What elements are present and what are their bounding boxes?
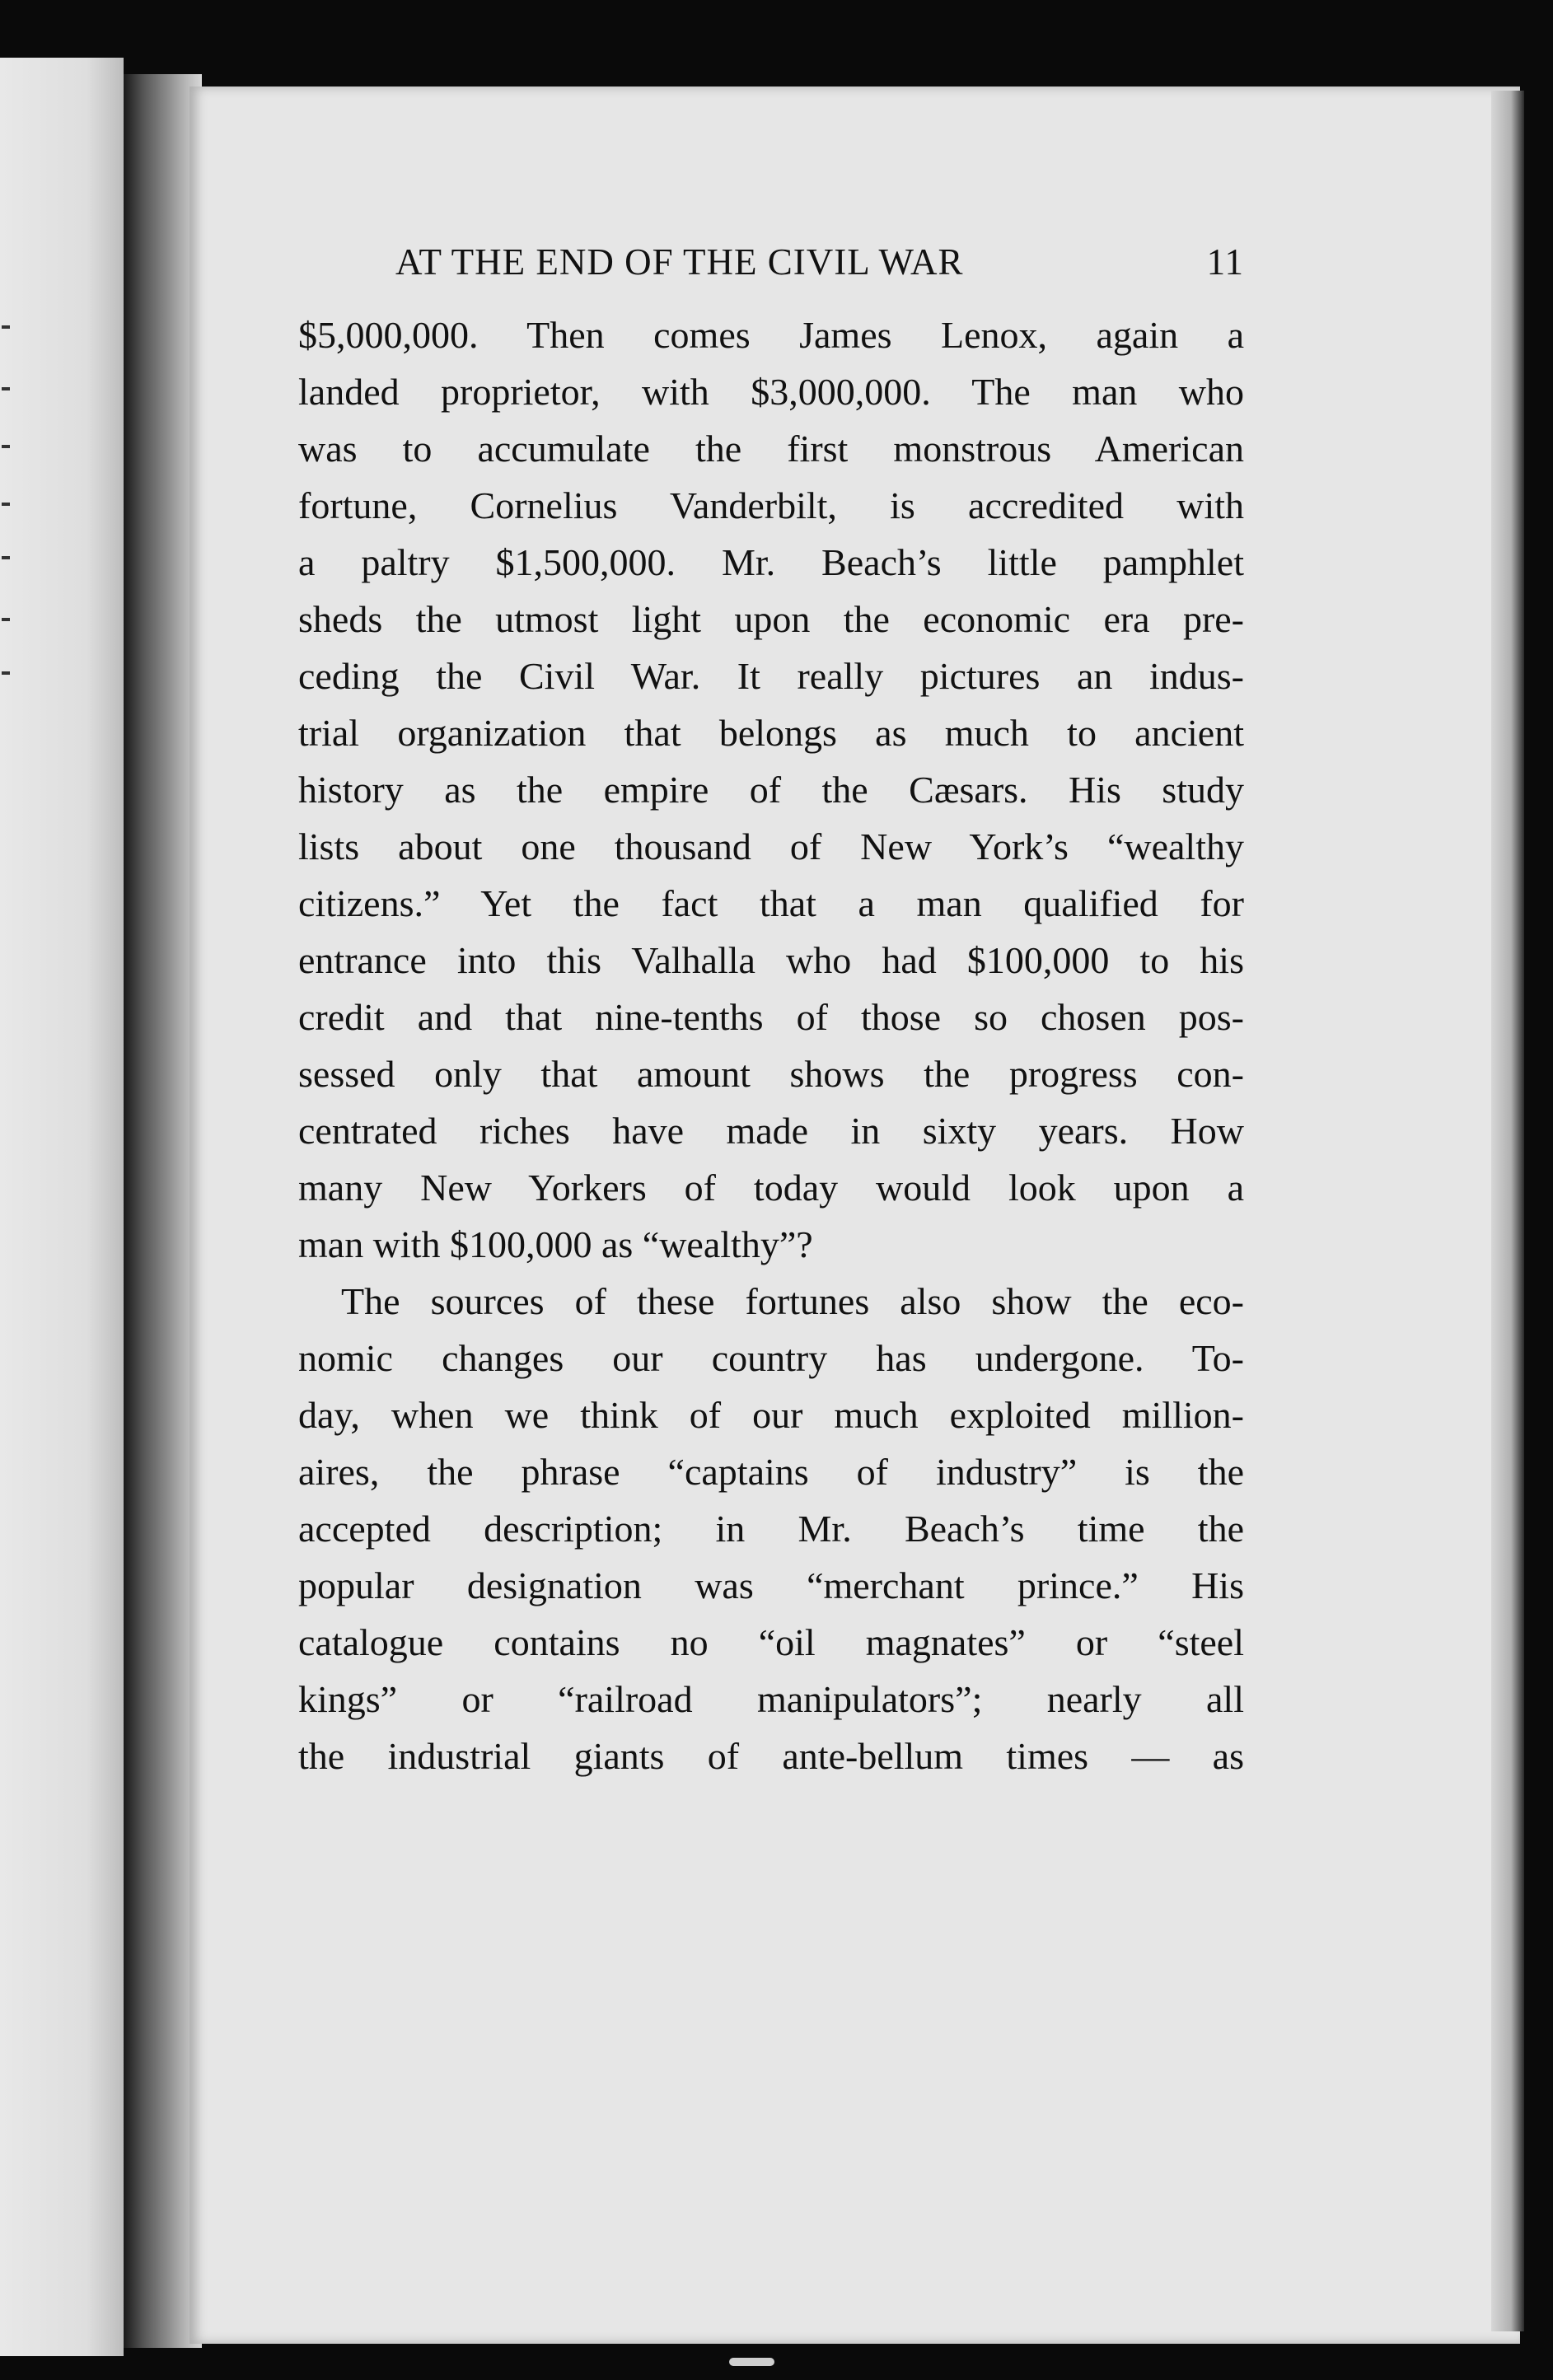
text-line: a paltry $1,500,000. Mr. Beach’s little pamphlet bbox=[298, 541, 1244, 583]
body-text bbox=[298, 306, 1244, 1784]
page-edge-shadow bbox=[1491, 91, 1524, 2331]
text-line: lists about one thousand of New York’s “wealthy bbox=[298, 825, 1244, 867]
text-line: centrated riches have made in sixty years. How bbox=[298, 1110, 1244, 1152]
text-line: history as the empire of the Cæsars. His study bbox=[298, 769, 1244, 811]
text-line: catalogue contains no “oil magnates” or “steel bbox=[298, 1621, 1244, 1663]
text-line: The sources of these fortunes also show the eco- bbox=[341, 1280, 1244, 1322]
text-line: sessed only that amount shows the progress con- bbox=[298, 1053, 1244, 1095]
text-line: ceding the Civil War. It really pictures an indus- bbox=[298, 655, 1244, 697]
paragraph-2 bbox=[298, 1273, 1244, 1784]
text-line: credit and that nine-tenths of those so chosen pos- bbox=[298, 996, 1244, 1038]
scan-smudge bbox=[729, 2358, 774, 2366]
text-line: landed proprietor, with $3,000,000. The man who bbox=[298, 371, 1244, 413]
text-line: citizens.” Yet the fact that a man qualified for bbox=[298, 882, 1244, 924]
page-number: 11 bbox=[1206, 241, 1244, 283]
paragraph-1 bbox=[298, 306, 1244, 1273]
text-line: many New Yorkers of today would look upon a bbox=[298, 1167, 1244, 1209]
text-line: was to accumulate the first monstrous American bbox=[298, 428, 1244, 470]
running-head: AT THE END OF THE CIVIL WAR bbox=[395, 241, 964, 283]
text-line: entrance into this Valhalla who had $100,000 to his bbox=[298, 939, 1244, 981]
text-line: popular designation was “merchant prince.” His bbox=[298, 1564, 1244, 1606]
text-line: the industrial giants of ante-bellum times — as bbox=[298, 1735, 1244, 1777]
text-line: accepted description; in Mr. Beach’s time the bbox=[298, 1508, 1244, 1550]
text-line: $5,000,000. Then comes James Lenox, again a bbox=[298, 314, 1244, 356]
text-line: nomic changes our country has undergone. To- bbox=[298, 1337, 1244, 1379]
facing-page-fragment bbox=[0, 58, 124, 2356]
text-line: trial organization that belongs as much to ancient bbox=[298, 712, 1244, 754]
text-line: sheds the utmost light upon the economic era pre- bbox=[298, 598, 1244, 640]
text-line: aires, the phrase “captains of industry” is the bbox=[298, 1451, 1244, 1493]
text-line: day, when we think of our much exploited million- bbox=[298, 1394, 1244, 1436]
text-line: man with $100,000 as “wealthy”? bbox=[298, 1223, 813, 1265]
text-line: kings” or “railroad manipulators”; nearly all bbox=[298, 1678, 1244, 1720]
text-line: fortune, Cornelius Vanderbilt, is accredited with bbox=[298, 484, 1244, 526]
